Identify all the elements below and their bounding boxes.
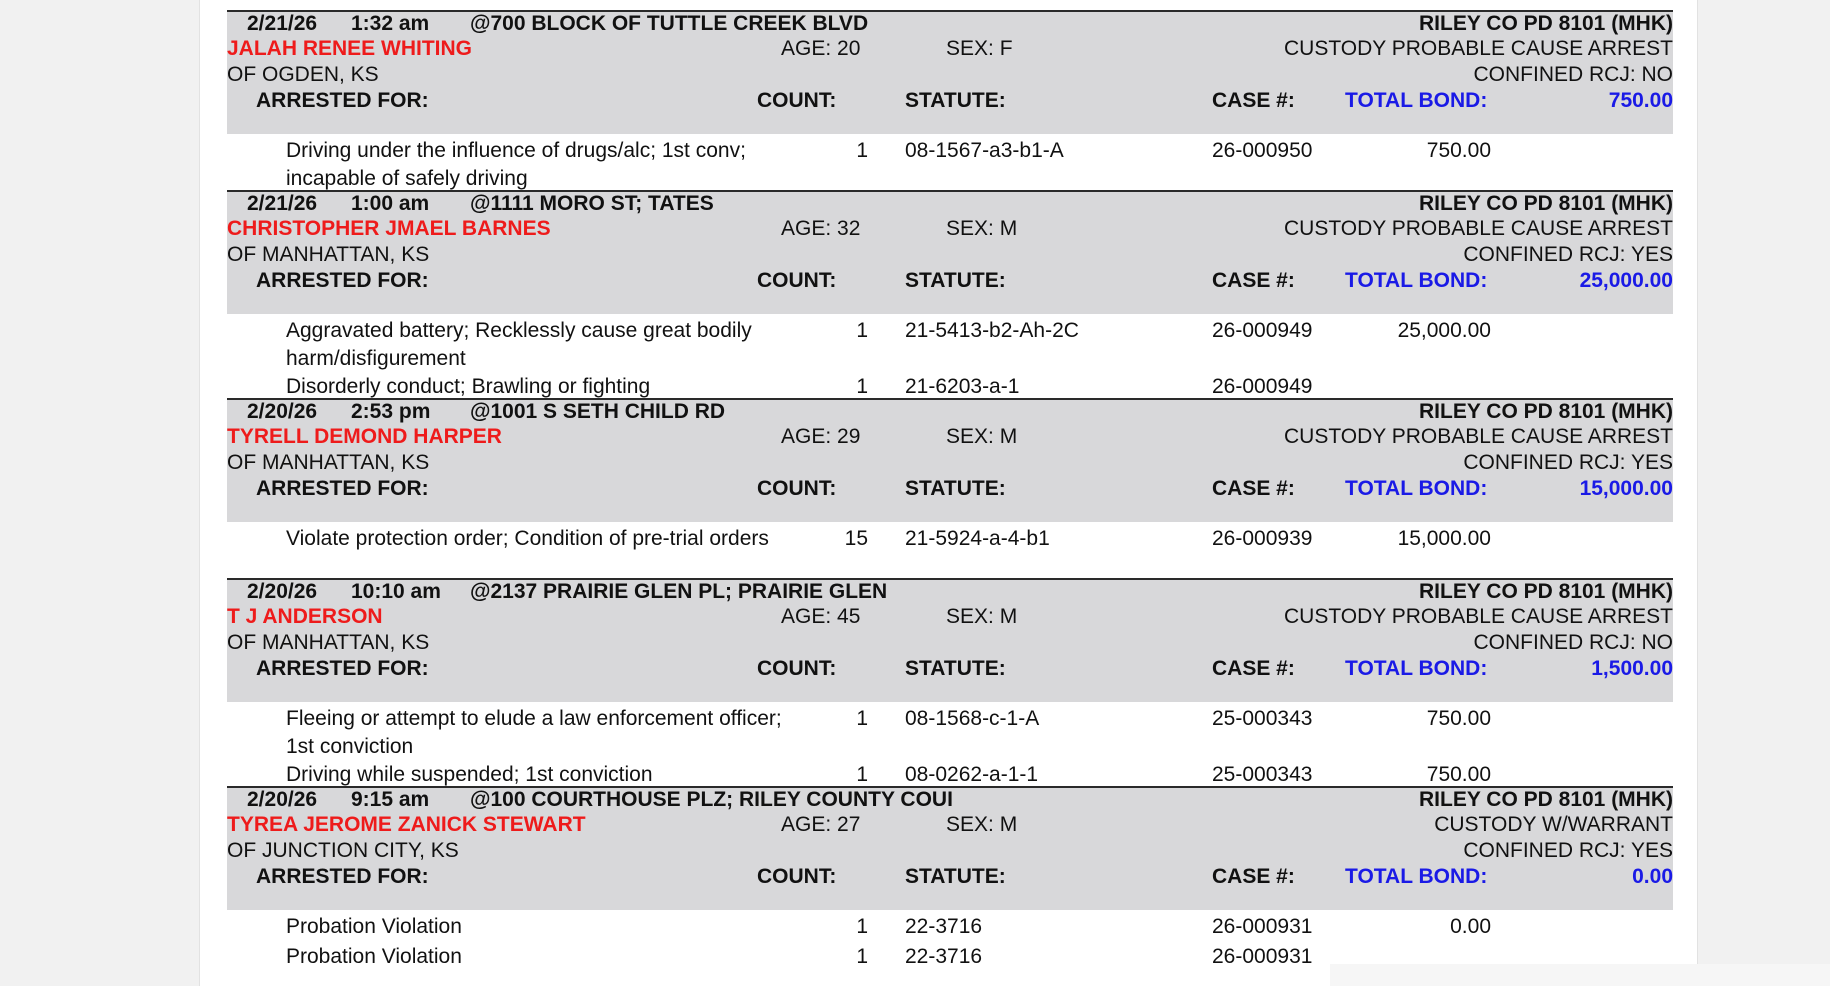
- case-label: CASE #:: [1212, 657, 1295, 680]
- charge-bond: 750.00: [1426, 139, 1491, 162]
- charge-case-number: 26-000939: [1212, 527, 1313, 550]
- arrestee-age: AGE: 45: [781, 605, 861, 628]
- arrest-date: 2/20/26: [247, 788, 318, 811]
- arrest-report: [227, 10, 1673, 968]
- charge-description: Driving under the influence of drugs/alc; 1st conv; incapable of safely driving: [286, 139, 746, 190]
- charge-count: 1: [856, 763, 868, 786]
- statute-label: STATUTE:: [905, 657, 1006, 680]
- arresting-agency: RILEY CO PD 8101 (MHK): [1419, 12, 1673, 35]
- charge-count: 15: [844, 527, 868, 550]
- charge-case-number: 26-000950: [1212, 139, 1313, 162]
- arrest-date: 2/20/26: [247, 400, 318, 423]
- charge-row: [227, 758, 1673, 786]
- custody-type: CUSTODY PROBABLE CAUSE ARREST: [1283, 217, 1673, 240]
- arrest-record: [227, 786, 1673, 968]
- custody-type: CUSTODY PROBABLE CAUSE ARREST: [1283, 37, 1673, 60]
- case-label: CASE #:: [1212, 865, 1295, 888]
- charge-count: 1: [856, 945, 868, 968]
- charges-list: [227, 134, 1673, 190]
- total-bond-label: TOTAL BOND:: [1345, 89, 1488, 112]
- arrest-time: 1:32 am: [351, 12, 430, 35]
- arrestee-age: AGE: 32: [781, 217, 861, 240]
- arrest-date: 2/20/26: [247, 580, 318, 603]
- charge-bond: 750.00: [1426, 763, 1491, 786]
- charge-statute: 21-5924-a-4-b1: [905, 527, 1050, 550]
- charge-description: Aggravated battery; Recklessly cause great bodily harm/disfigurement: [286, 319, 752, 370]
- arrestee-age: AGE: 27: [781, 813, 861, 836]
- confined-status: CONFINED RCJ: YES: [1463, 451, 1673, 474]
- arrest-date: 2/21/26: [247, 12, 318, 35]
- arrestee-name: TYREA JEROME ZANICK STEWART: [227, 813, 586, 836]
- charge-case-number: 25-000343: [1212, 763, 1313, 786]
- charges-list: [227, 702, 1673, 786]
- charges-list: [227, 522, 1673, 578]
- arrest-location: @2137 PRAIRIE GLEN PL; PRAIRIE GLEN: [470, 580, 888, 603]
- charge-statute: 08-0262-a-1-1: [905, 763, 1039, 786]
- charge-count: 1: [856, 375, 868, 398]
- charge-row: [227, 910, 1673, 940]
- statute-label: STATUTE:: [905, 269, 1006, 292]
- charge-bond: 750.00: [1426, 707, 1491, 730]
- arrestee-hometown: OF MANHATTAN, KS: [227, 451, 430, 474]
- arrest-time: 1:00 am: [351, 192, 430, 215]
- record-header: [227, 786, 1673, 910]
- confined-status: CONFINED RCJ: YES: [1463, 243, 1673, 266]
- charge-statute: 22-3716: [905, 945, 983, 968]
- charge-case-number: 26-000931: [1212, 945, 1313, 968]
- charge-description: Fleeing or attempt to elude a law enforcement officer; 1st conviction: [286, 707, 782, 758]
- charge-description: Violate protection order; Condition of pre-trial orders: [286, 527, 769, 550]
- arrestee-name: T J ANDERSON: [227, 605, 383, 628]
- arrest-location: @1001 S SETH CHILD RD: [470, 400, 726, 423]
- record-header: [227, 10, 1673, 134]
- arrestee-sex: SEX: M: [946, 813, 1018, 836]
- charge-bond: 15,000.00: [1397, 527, 1491, 550]
- total-bond-label: TOTAL BOND:: [1345, 657, 1488, 680]
- statute-label: STATUTE:: [905, 477, 1006, 500]
- arrest-location: @700 BLOCK OF TUTTLE CREEK BLVD: [470, 12, 869, 35]
- charge-description: Probation Violation: [286, 915, 462, 938]
- charges-list: [227, 910, 1673, 968]
- charge-bond: 0.00: [1450, 915, 1491, 938]
- arrestee-hometown: OF OGDEN, KS: [227, 63, 379, 86]
- arrestee-age: AGE: 29: [781, 425, 861, 448]
- record-header: [227, 190, 1673, 314]
- charge-count: 1: [856, 319, 868, 342]
- case-label: CASE #:: [1212, 477, 1295, 500]
- custody-type: CUSTODY W/WARRANT: [1434, 813, 1673, 836]
- statute-label: STATUTE:: [905, 89, 1006, 112]
- count-label: COUNT:: [757, 477, 837, 500]
- charge-case-number: 26-000931: [1212, 915, 1313, 938]
- charge-row: [227, 702, 1673, 758]
- record-header: [227, 578, 1673, 702]
- arrestee-name: JALAH RENEE WHITING: [227, 37, 473, 60]
- arrested-for-label: ARRESTED FOR:: [256, 657, 429, 680]
- statute-label: STATUTE:: [905, 865, 1006, 888]
- arrestee-hometown: OF MANHATTAN, KS: [227, 243, 430, 266]
- charge-count: 1: [856, 707, 868, 730]
- arrest-record: [227, 398, 1673, 578]
- arrestee-age: AGE: 20: [781, 37, 861, 60]
- arrest-time: 10:10 am: [351, 580, 441, 603]
- arrested-for-label: ARRESTED FOR:: [256, 269, 429, 292]
- arrestee-hometown: OF JUNCTION CITY, KS: [227, 839, 459, 862]
- arrestee-sex: SEX: M: [946, 605, 1018, 628]
- charge-row: [227, 134, 1673, 190]
- arrested-for-label: ARRESTED FOR:: [256, 89, 429, 112]
- charge-description: Disorderly conduct; Brawling or fighting: [286, 375, 651, 398]
- charge-row: [227, 370, 1673, 398]
- charge-count: 1: [856, 915, 868, 938]
- arrest-location: @1111 MORO ST; TATES: [470, 192, 714, 215]
- page-corner-overlay: [1330, 964, 1830, 986]
- arrest-record: [227, 10, 1673, 190]
- arrestee-name: TYRELL DEMOND HARPER: [227, 425, 502, 448]
- total-bond-label: TOTAL BOND:: [1345, 865, 1488, 888]
- charge-statute: 21-5413-b2-Ah-2C: [905, 319, 1079, 342]
- arrest-time: 9:15 am: [351, 788, 430, 811]
- arrestee-sex: SEX: F: [946, 37, 1013, 60]
- arrest-date: 2/21/26: [247, 192, 318, 215]
- charge-case-number: 26-000949: [1212, 375, 1313, 398]
- total-bond-value: 750.00: [1608, 89, 1673, 112]
- arrestee-sex: SEX: M: [946, 217, 1018, 240]
- arrest-record: [227, 190, 1673, 398]
- charge-statute: 21-6203-a-1: [905, 375, 1020, 398]
- charge-statute: 22-3716: [905, 915, 983, 938]
- confined-status: CONFINED RCJ: NO: [1473, 63, 1673, 86]
- arresting-agency: RILEY CO PD 8101 (MHK): [1419, 192, 1673, 215]
- arrestee-sex: SEX: M: [946, 425, 1018, 448]
- arrested-for-label: ARRESTED FOR:: [256, 477, 429, 500]
- confined-status: CONFINED RCJ: YES: [1463, 839, 1673, 862]
- arrest-record: [227, 578, 1673, 786]
- confined-status: CONFINED RCJ: NO: [1473, 631, 1673, 654]
- charge-count: 1: [856, 139, 868, 162]
- case-label: CASE #:: [1212, 89, 1295, 112]
- charge-description: Driving while suspended; 1st conviction: [286, 763, 653, 786]
- report-page: [199, 0, 1698, 986]
- arresting-agency: RILEY CO PD 8101 (MHK): [1419, 580, 1673, 603]
- arrest-location: @100 COURTHOUSE PLZ; RILEY COUNTY COUI: [470, 788, 953, 811]
- arrested-for-label: ARRESTED FOR:: [256, 865, 429, 888]
- arresting-agency: RILEY CO PD 8101 (MHK): [1419, 400, 1673, 423]
- charges-list: [227, 314, 1673, 398]
- charge-row: [227, 522, 1673, 578]
- arrestee-hometown: OF MANHATTAN, KS: [227, 631, 430, 654]
- custody-type: CUSTODY PROBABLE CAUSE ARREST: [1283, 605, 1673, 628]
- charge-bond: 25,000.00: [1397, 319, 1491, 342]
- charge-statute: 08-1568-c-1-A: [905, 707, 1040, 730]
- arrest-time: 2:53 pm: [351, 400, 431, 423]
- count-label: COUNT:: [757, 865, 837, 888]
- total-bond-value: 25,000.00: [1579, 269, 1673, 292]
- case-label: CASE #:: [1212, 269, 1295, 292]
- charge-row: [227, 314, 1673, 370]
- total-bond-label: TOTAL BOND:: [1345, 269, 1488, 292]
- count-label: COUNT:: [757, 657, 837, 680]
- arresting-agency: RILEY CO PD 8101 (MHK): [1419, 788, 1673, 811]
- arrestee-name: CHRISTOPHER JMAEL BARNES: [227, 217, 551, 240]
- total-bond-value: 1,500.00: [1591, 657, 1673, 680]
- count-label: COUNT:: [757, 89, 837, 112]
- custody-type: CUSTODY PROBABLE CAUSE ARREST: [1283, 425, 1673, 448]
- charge-statute: 08-1567-a3-b1-A: [905, 139, 1064, 162]
- total-bond-label: TOTAL BOND:: [1345, 477, 1488, 500]
- count-label: COUNT:: [757, 269, 837, 292]
- charge-case-number: 25-000343: [1212, 707, 1313, 730]
- record-header: [227, 398, 1673, 522]
- total-bond-value: 0.00: [1632, 865, 1673, 888]
- total-bond-value: 15,000.00: [1579, 477, 1673, 500]
- charge-case-number: 26-000949: [1212, 319, 1313, 342]
- charge-description: Probation Violation: [286, 945, 462, 968]
